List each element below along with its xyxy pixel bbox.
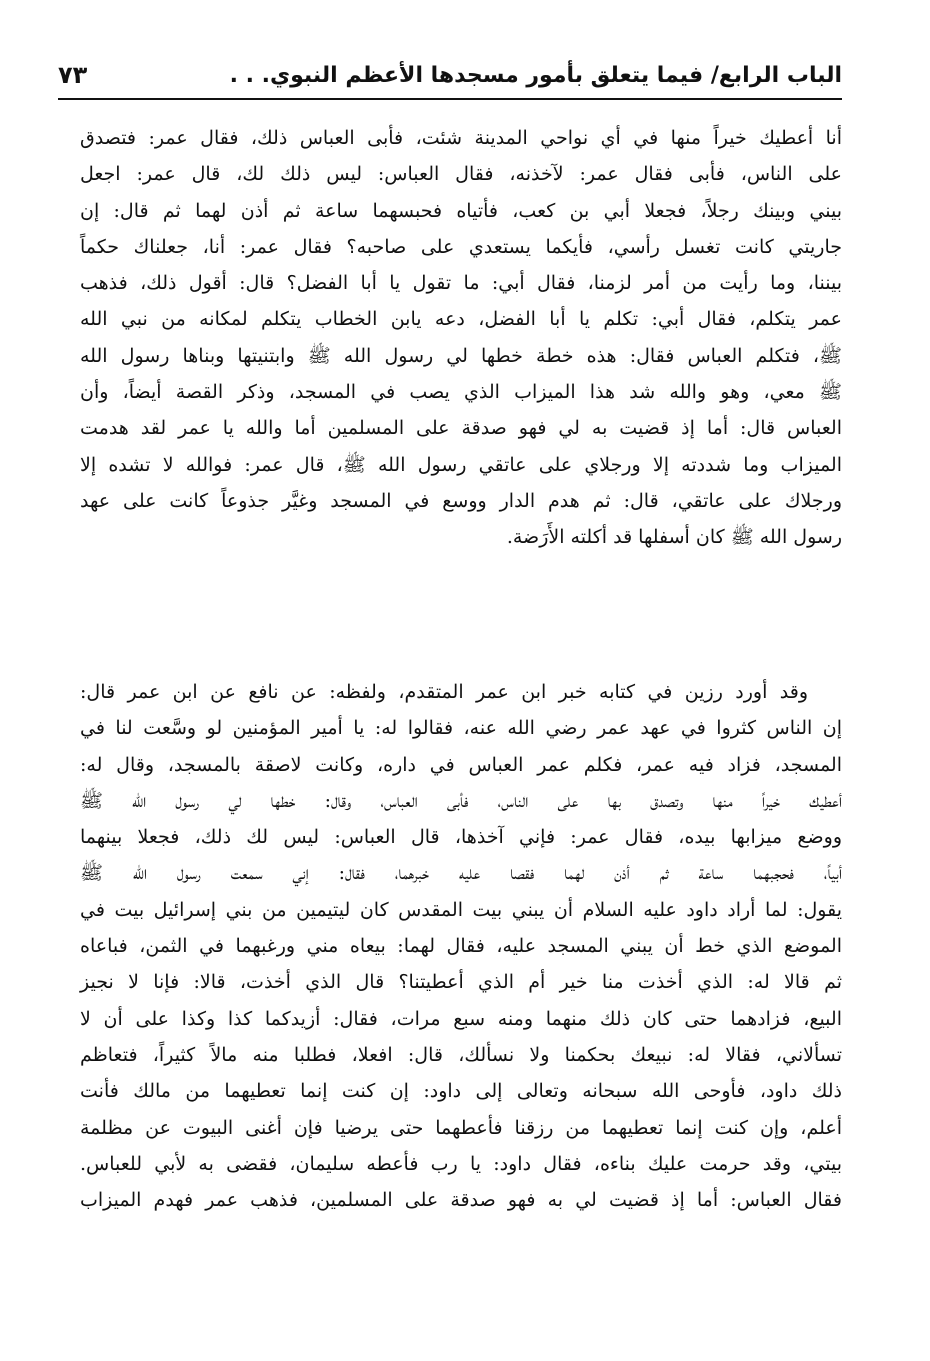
text-line: البيع، فزادهما حتى كان ذلك منهما ومنه سبع مرات، فقال: أزيدكما كذا وكذا على أن لا xyxy=(80,1007,842,1030)
text-line: ثم قالا له: الذي أخذت منا خير أم الذي أعطيتنا؟ قال الذي أخذت، قالا: فإنا لا نجيز xyxy=(80,971,842,994)
text-line: ذلك داود، فأوحى الله سبحانه وتعالى إلى داود: إن كنت إنما تعطيهما من مالك فأنت xyxy=(80,1080,842,1103)
text-line: تسألاني، فقالا له: نبيعك بحكمنا ولا نسألك، قال: افعلا، فطلبا منه مالاً كثيراً، فتعاظم xyxy=(80,1043,842,1066)
text-line: إن الناس كثروا في عهد عمر رضي الله عنه، فقالوا له: يا أمير المؤمنين لو وسَّعت لنا في xyxy=(80,717,842,740)
running-header xyxy=(58,52,842,98)
text-line: العباس قال: أما إذ قضيت به لي فهو صدقة على المسلمين أما والله يا عمر لقد هدمت xyxy=(80,417,842,440)
text-line: فقال العباس: أما إذ قضيت لي به فهو صدقة على المسلمين، فذهب عمر فهدم الميزاب xyxy=(80,1189,842,1212)
text-line: الموضع الذي خط أن يبني المسجد عليه، فقال لهما: بيعاه مني ورغبهما في الثمن، فباعاه xyxy=(80,935,842,958)
text-line: وقد أورد رزين في كتابه خبر ابن عمر المتقدم، ولفظه: عن نافع عن ابن عمر قال: xyxy=(80,681,808,703)
text-line: يقول: لما أراد داود عليه السلام أن يبني بيت المقدس كان ليتيمين من بني إسرائيل بيت في xyxy=(80,898,842,921)
text-line: جاريتي كانت تغسل رأسي، فأيكما يستعدي على صاحبه؟ فقال عمر: أنا، جعلناك حكماً xyxy=(80,235,842,258)
text-line: على الناس، فأبى فقال عمر: لآخذنه، فقال العباس: ليس ذلك لك، قال عمر: اجعل xyxy=(80,163,842,186)
page-number: ٧٣ xyxy=(58,61,88,89)
chapter-title: الباب الرابع/ فيما يتعلق بأمور مسجدها الأعظم النبوي. . . xyxy=(229,62,842,88)
text-line: أعطيك خيراً منها وتصدق بها على الناس، فأبى العباس، وقال: خطها لي رسول الله ﷺ xyxy=(80,789,842,812)
text-line: الميزاب وما شددته إلا ورجلاي على عاتقي رسول الله ﷺ، قال عمر: فوالله لا تشده إلا xyxy=(80,453,842,476)
paragraph-1 xyxy=(80,120,842,556)
text-line: أعلم، وإن كنت إنما تعطيهما من رزقنا فأعطهما حتى يرضيا فإن أغنى البيوت عن مظلمة xyxy=(80,1116,842,1139)
text-line: بيننا، وما رأيت من أمر لزمنا، فقال أبي: ما تقول يا أبا الفضل؟ قال: أقول ذلك، فذهب xyxy=(80,272,842,295)
text-line: ﷺ معي، وهو والله شد هذا الميزاب الذي يصب في المسجد، وذكر القصة أيضاً، وأن xyxy=(80,381,842,404)
text-line: المسجد، فزاد فيه عمر، فكلم عمر العباس في داره، وكانت لاصقة بالمسجد، وقال له: xyxy=(80,753,843,776)
text-line: أبياً، فحجبهما ساعة ثم أذن لهما فقصا عليه خبرهما، فقال: إني سمعت رسول الله ﷺ xyxy=(80,862,842,885)
text-line: بيني وبينك رجلاً، فجعلا أبي بن كعب، فأتياه فحبسهما ساعة ثم أذن لهما ثم قال: إن xyxy=(80,199,842,222)
header-divider xyxy=(58,98,842,100)
text-line: ورجلاك على عاتقي، قال: ثم هدم الدار ووسع في المسجد وغيَّر جذوعاً كانت على عهد xyxy=(80,489,842,512)
text-line: عمر يتكلم، فقال أبي: تكلم يا أبا الفضل، دعه يابن الخطاب يتكلم لمكانه من نبي الله xyxy=(80,308,842,331)
text-line: أنا أعطيك خيراً منها في أي نواحي المدينة شئت، فأبى العباس ذلك، فقال عمر: فتصدق xyxy=(80,127,842,149)
text-line: بيتي، وقد حرمت عليك بناءه، فقال داود: يا رب فأعطه سليمان، فقضى به لأبي للعباس. xyxy=(80,1152,842,1175)
paragraph-2 xyxy=(80,674,842,1218)
text-line: ووضع ميزابها بيده، فقال عمر: فإني آخذها، قال العباس: ليس لك ذلك، فجعلا بينهما xyxy=(80,826,842,849)
text-line: رسول الله ﷺ كان أسفلها قد أكلته الأَرَضة. xyxy=(506,526,842,549)
text-line: ﷺ، فتكلم العباس فقال: هذه خطة خطها لي رسول الله ﷺ وابتنيتها وبناها رسول الله xyxy=(80,344,842,367)
